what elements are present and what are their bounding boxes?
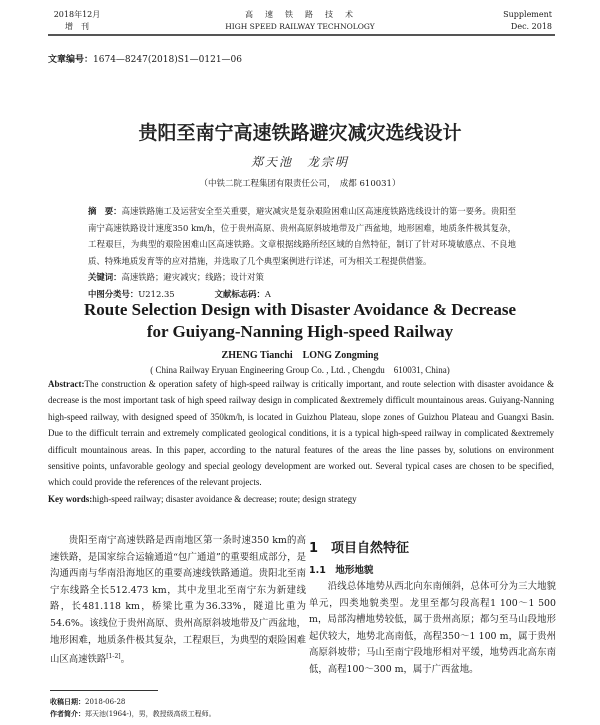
abstract-zh-text: 高速铁路施工及运营安全至关重要，避灾减灾是复杂艰险困难山区高速度铁路选线设计的第一要务。贵阳至南宁高速铁路设计速度350 km/h，位于贵州高原、贵州高原斜坡地带及广西盆地，地形困难，地质条件极其复杂，工程艰巨，为典型的艰险困难山区高速铁路。文章根据线路所经区域的自然特征，制订了针对环境敏感点、不良地质、特殊地质发育等的应对措施，并选取了几个典型案例进行详述，可为相关工程提供借鉴。 <box>88 206 517 266</box>
citation[interactable]: [1-2] <box>106 653 121 661</box>
abstract-en <box>48 376 554 507</box>
clc-value: U212.35 <box>138 288 175 299</box>
header-issue-zh: 增 刊 <box>65 22 89 31</box>
keywords-en-label: Key words: <box>48 493 93 504</box>
article-number <box>48 52 242 65</box>
author-bio: 郑天池(1964-)，男，教授级高级工程师。 <box>85 710 216 718</box>
received-label: 收稿日期： <box>50 697 85 706</box>
abstract-zh <box>88 203 516 302</box>
intro-text: 贵阳至南宁高速铁路是西南地区第一条时速350 km的高速铁路，是国家综合运输通道“包广通道”的重要组成部分，是沟通西南与华南沿海地区的重要高速线铁路通道。贵阳北至南宁东线路全长512.473 km，其中龙里北至南宁东为新建线路，长481.118 km，桥梁比重为36.33%，隧道比重为54.6%。该线位于贵州高原、贵州高原斜坡地带及广西盆地，地形困难，地质条件极其复杂，工程艰巨，为典型的艰险困难山区高速铁路 <box>50 535 306 666</box>
keywords-zh: 高速铁路；避灾减灾；线路；设计对策 <box>121 272 264 282</box>
doc-code-label: 文献标志码： <box>214 288 265 299</box>
header-supplement: Supplement <box>503 10 552 19</box>
article-number-value: 1674—8247(2018)S1—0121—06 <box>93 55 242 65</box>
title-zh: 贵阳至南宁高速铁路避灾减灾选线设计 <box>138 122 462 144</box>
abstract-en-text: The construction & operation safety of high-speed railway is critically important, and route selection with disaster avoidance & decrease is the most important task of high speed railway design in complicated &extremely difficult mountainous areas. Guiyang-Nanning high-speed railway, with designed speed of 350km/h, is located in Guizhou Plateau, slope zones of Guizhou Plateau and Guangxi Basin. Due to the difficult terrain and extremely complicated geological conditions, it is a typical high-speed railway in complicated &extremely difficult mountainous areas. In this paper, according to the natural features of the areas the line passes by, solutions on environment sensitive points, unfavorable geology and special geology development are worked out. Several typical cases are chosen to be specified, which could provide the references of the relevant projects. <box>48 379 554 488</box>
title-en-line2: for Guiyang-Nanning High-speed Railway <box>146 322 454 341</box>
title-en-line1: Route Selection Design with Disaster Avoidance & Decrease <box>83 300 517 319</box>
article-number-label: 文章编号： <box>48 55 94 65</box>
footnote <box>50 696 216 720</box>
affiliation-zh: （中铁二院工程集团有限责任公司， 成都 610031） <box>199 179 401 189</box>
keywords-zh-label: 关键词： <box>88 272 122 282</box>
clc-label: 中图分类号： <box>88 288 139 299</box>
abstract-en-label: Abstract: <box>48 379 85 389</box>
received-date: 2018-06-28 <box>85 698 126 706</box>
footnote-rule <box>50 690 158 691</box>
affiliation-en: ( China Railway Eryuan Engineering Group Co. , Ltd. , Chengdu 610031, China) <box>150 365 450 375</box>
abstract-zh-label: 摘 要： <box>88 206 122 216</box>
intro-paragraph <box>50 533 306 669</box>
terrain-paragraph: 沿线总体地势从西北向东南倾斜，总体可分为三大地貌单元，四类地貌类型。龙里至都匀段高程1 100～1 500 m，局部沟槽地势较低，属于贵州高原；都匀至马山段地形起伏较大，地势北高南低，高程350～1 100 m，属于贵州高原斜坡带；马山至南宁段地形相对平缓，地势西北高东南低，高程100～300 m，属于广西盆地。 <box>309 581 556 675</box>
header-journal-zh: 高 速 铁 路 技 术 <box>245 10 355 19</box>
header-rule <box>48 34 555 36</box>
intro-end: 。 <box>120 654 130 666</box>
keywords-en: high-speed railway; disaster avoidance & decrease; route; design strategy <box>92 493 357 504</box>
subsection-heading: 1.1 地形地貌 <box>309 565 374 576</box>
section-heading: 1 项目自然特征 <box>309 541 410 556</box>
authors-zh: 郑天池 龙宗明 <box>250 155 349 169</box>
authors-en: ZHENG Tianchi LONG Zongming <box>221 350 379 361</box>
author-bio-label: 作者简介： <box>50 709 85 718</box>
doc-code-value: A <box>264 288 271 299</box>
header-journal-en: HIGH SPEED RAILWAY TECHNOLOGY <box>225 22 375 31</box>
header-date-en: Dec. 2018 <box>510 22 552 31</box>
header-date-zh: 2018年12月 <box>53 10 101 19</box>
